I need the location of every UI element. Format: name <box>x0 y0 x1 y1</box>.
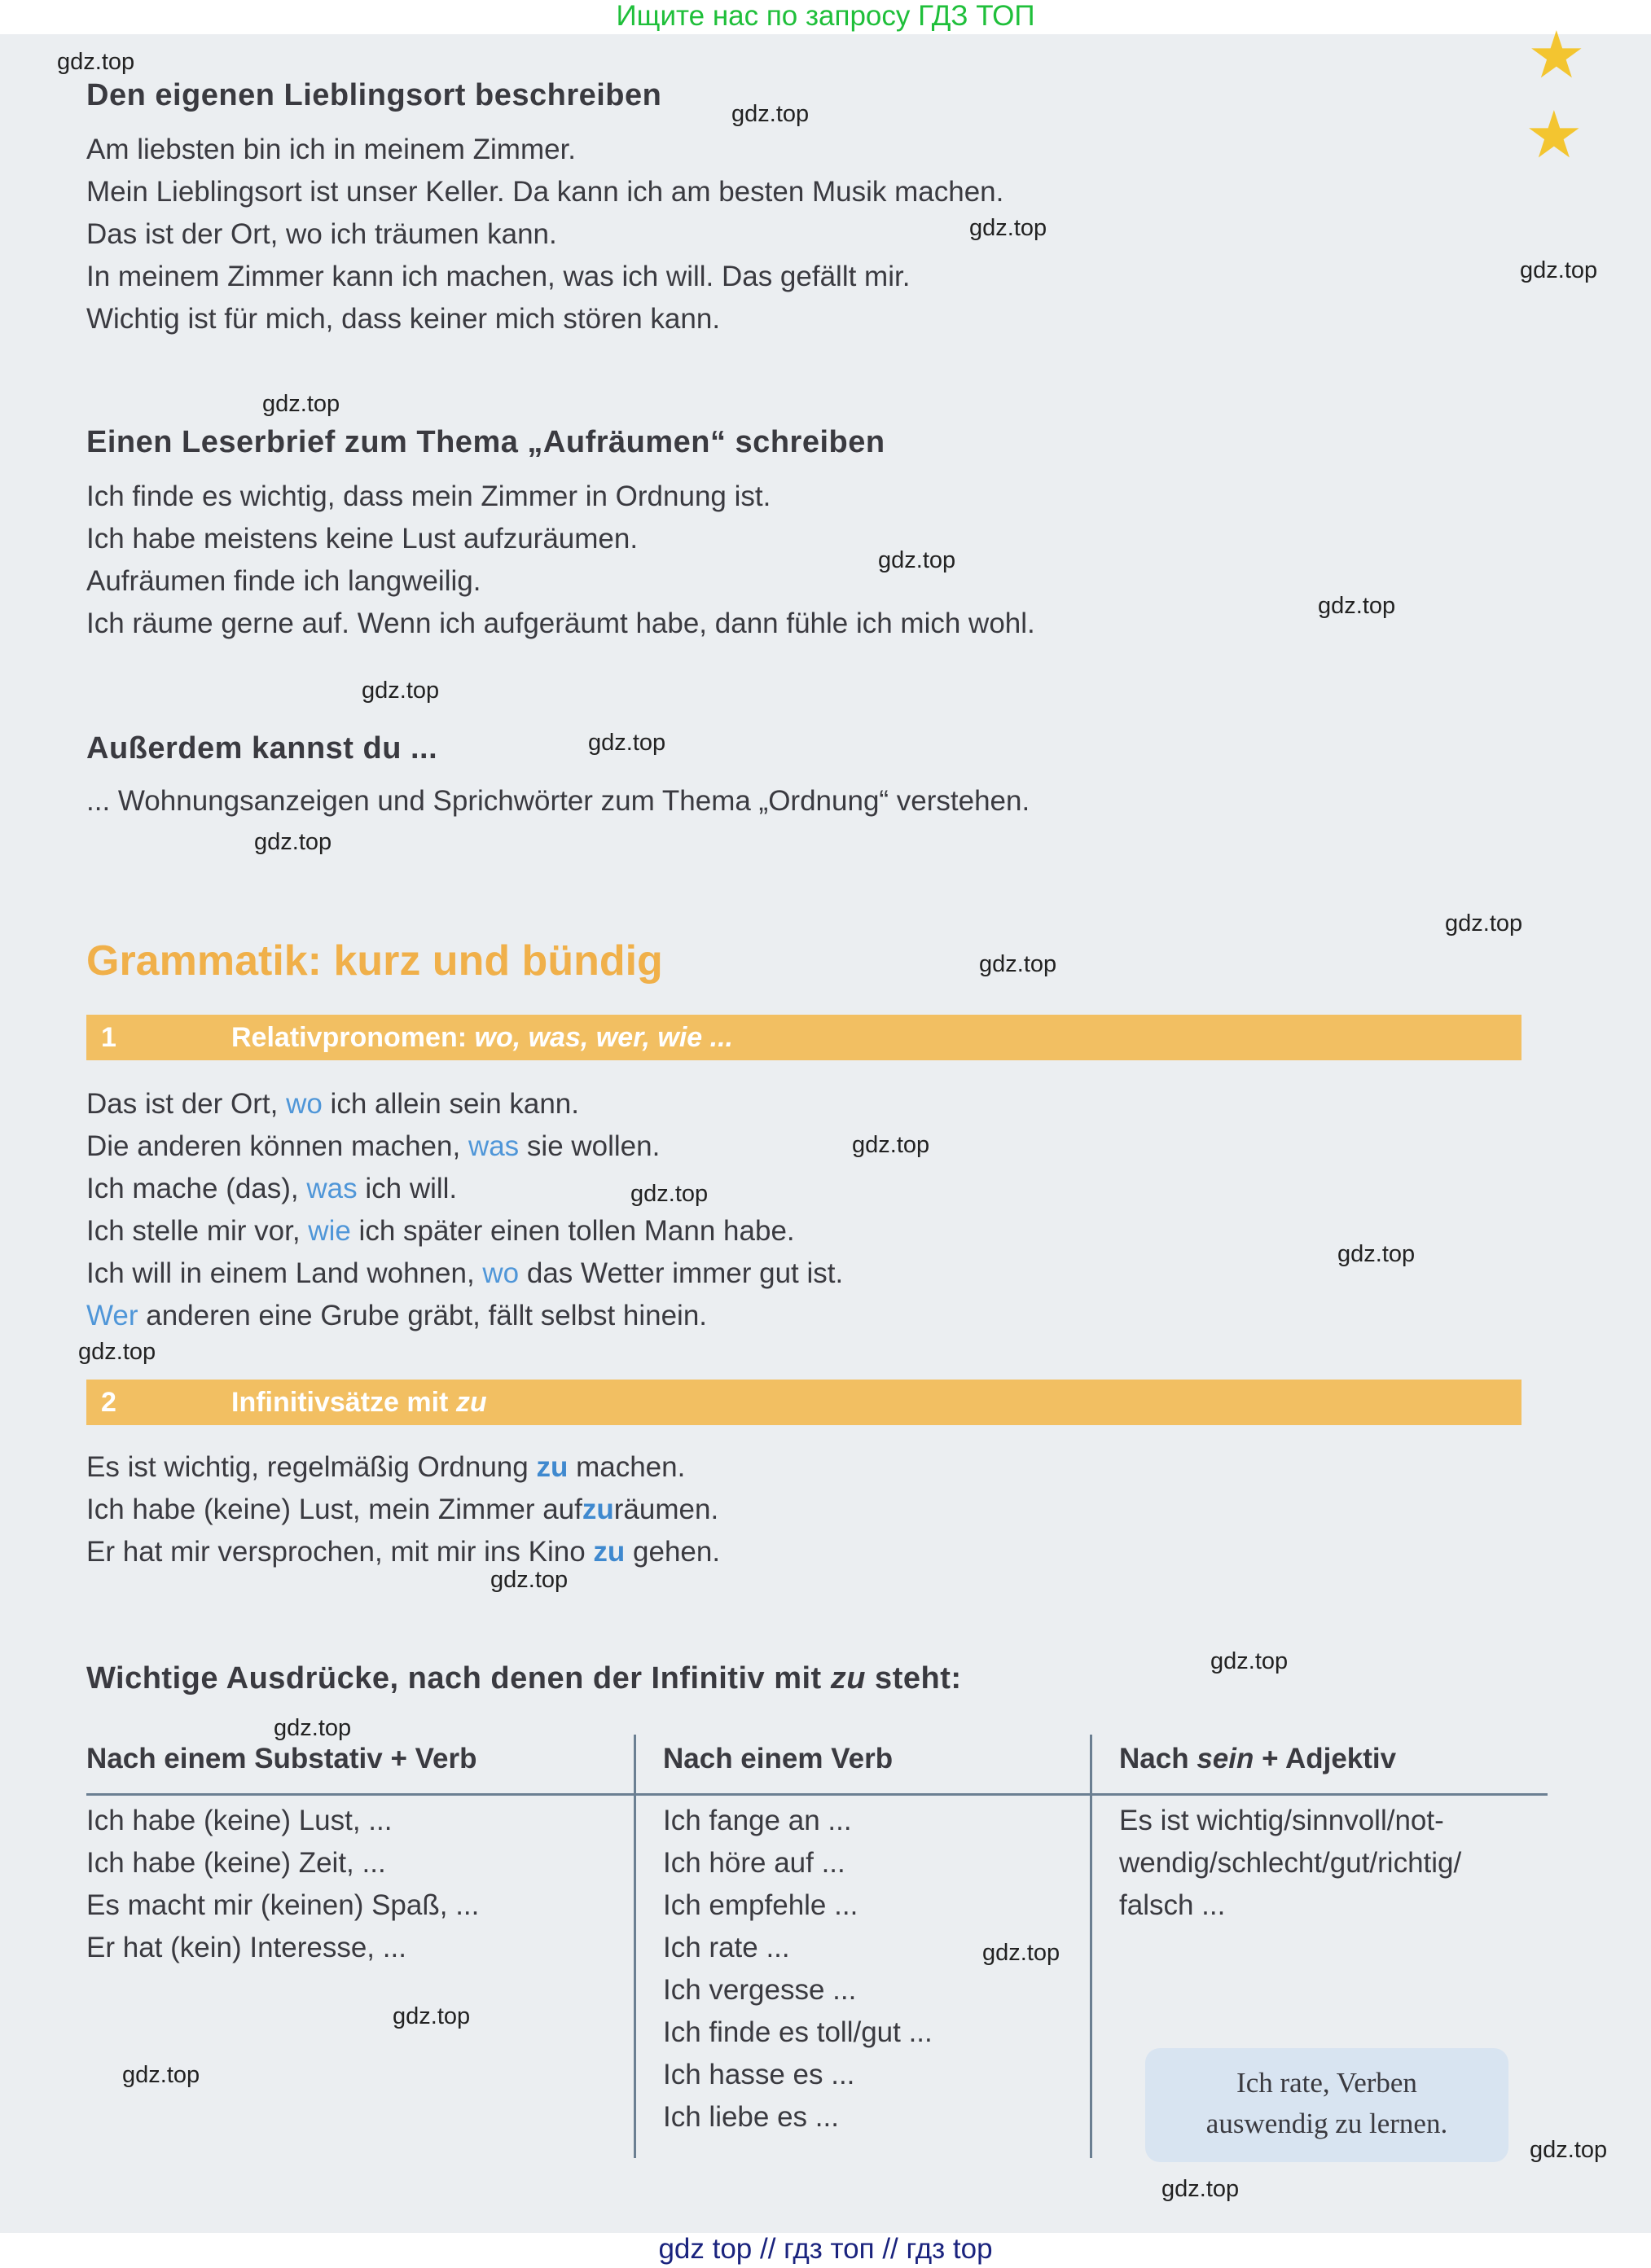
text-line: Ich finde es wichtig, dass mein Zimmer in Ordnung ist. <box>86 480 771 512</box>
watermark: gdz.top <box>1210 1648 1289 1674</box>
bubble-line: Ich rate, Verben <box>1236 2067 1417 2099</box>
grammar-title: Grammatik: kurz und bündig <box>86 937 663 985</box>
watermark: gdz.top <box>393 2003 471 2029</box>
table-cell: Ich habe (keine) Lust, ... <box>86 1805 393 1836</box>
watermark: gdz.top <box>1318 593 1396 619</box>
table-cell: wendig/schlecht/gut/richtig/ <box>1119 1847 1462 1879</box>
bar-title-prefix: Infinitivsätze mit <box>231 1387 449 1418</box>
bubble-line: auswendig zu lernen. <box>1205 2108 1448 2139</box>
section-lines-lieblingsort <box>86 129 1003 340</box>
table-cell: Ich rate ... <box>663 1932 790 1963</box>
table-cell: Ich empfehle ... <box>663 1889 858 1921</box>
watermark: gdz.top <box>731 101 810 127</box>
text-line: In meinem Zimmer kann ich machen, was ich will. Das gefällt mir. <box>86 261 911 292</box>
watermark: gdz.top <box>979 951 1057 977</box>
table-cell: Ich höre auf ... <box>663 1847 845 1879</box>
bar-number: 2 <box>101 1387 116 1418</box>
section-lines-ausserdem <box>86 780 1030 823</box>
table-cell: Ich habe (keine) Zeit, ... <box>86 1847 386 1879</box>
section-title-lieblingsort: Den eigenen Lieblingsort beschreiben <box>86 78 662 112</box>
infinitiv-examples <box>86 1446 720 1573</box>
star-icon: ★ <box>1525 99 1583 171</box>
text-line: Aufräumen finde ich langweilig. <box>86 565 481 597</box>
table-column-substantiv <box>86 1735 640 1969</box>
tip-bubble <box>1145 2048 1508 2162</box>
column-divider <box>634 1735 636 2158</box>
text-line: Am liebsten bin ich in meinem Zimmer. <box>86 134 577 165</box>
table-cell: falsch ... <box>1119 1889 1226 1921</box>
watermark: gdz.top <box>982 1940 1060 1966</box>
column-divider <box>1090 1735 1092 2158</box>
example-line: Ich habe (keine) Lust, mein Zimmer aufzuräumen. <box>86 1494 719 1525</box>
example-line: Er hat mir versprochen, mit mir ins Kino zu gehen. <box>86 1536 721 1568</box>
watermark: gdz.top <box>274 1715 352 1741</box>
table-cell: Es macht mir (keinen) Spaß, ... <box>86 1889 480 1921</box>
watermark: gdz.top <box>1161 2176 1240 2202</box>
example-line: Ich mache (das), was ich will. <box>86 1173 458 1204</box>
top-banner: Ищите нас по запросу ГДЗ ТОП <box>0 0 1651 34</box>
text-line: Ich habe meistens keine Lust aufzuräumen. <box>86 523 639 555</box>
section-title-leserbrief: Einen Leserbrief zum Thema „Aufräumen“ schreiben <box>86 425 885 459</box>
bar-number: 1 <box>101 1022 116 1053</box>
example-line: Die anderen können machen, was sie wollen. <box>86 1130 661 1162</box>
example-line: Das ist der Ort, wo ich allein sein kann. <box>86 1088 580 1120</box>
column-header: Nach einem Verb <box>663 1743 894 1774</box>
column-header: Nach einem Substativ + Verb <box>86 1743 477 1774</box>
table-cell: Ich finde es toll/gut ... <box>663 2016 933 2048</box>
text-line: Ich räume gerne auf. Wenn ich aufgeräumt habe, dann fühle ich mich wohl. <box>86 608 1035 639</box>
section-title-ausserdem: Außerdem kannst du ... <box>86 731 438 766</box>
watermark: gdz.top <box>490 1567 569 1593</box>
table-cell: Ich liebe es ... <box>663 2101 839 2133</box>
watermark: gdz.top <box>1337 1241 1416 1267</box>
text-line: Mein Lieblingsort ist unser Keller. Da kann ich am besten Musik machen. <box>86 176 1004 208</box>
example-line: Wer anderen eine Grube gräbt, fällt selbst hinein. <box>86 1300 708 1331</box>
text-line: Das ist der Ort, wo ich träumen kann. <box>86 218 557 250</box>
table-column-adjektiv <box>1119 1735 1543 1927</box>
relativpronomen-examples <box>86 1083 843 1337</box>
star-icon: ★ <box>1527 19 1586 91</box>
bar-title-prefix: Relativpronomen: <box>231 1022 468 1053</box>
watermark: gdz.top <box>122 2062 200 2088</box>
grammar-bar-1 <box>86 1015 1521 1060</box>
watermark: gdz.top <box>852 1132 930 1158</box>
watermark: gdz.top <box>969 215 1047 241</box>
grammar-bar-2 <box>86 1380 1521 1425</box>
watermark: gdz.top <box>1445 910 1523 937</box>
text-line: Wichtig ist für mich, dass keiner mich stören kann. <box>86 303 721 335</box>
watermark: gdz.top <box>1520 257 1598 283</box>
watermark: gdz.top <box>630 1181 709 1207</box>
watermark: gdz.top <box>254 829 332 855</box>
bottom-banner: gdz top // гдз топ // гдз top <box>0 2233 1651 2268</box>
table-cell: Er hat (kein) Interesse, ... <box>86 1932 406 1963</box>
expressions-title: Wichtige Ausdrücke, nach denen der Infinitiv mit zu steht: <box>86 1661 962 1696</box>
watermark: gdz.top <box>878 547 956 573</box>
bar-title-italic: wo, was, wer, wie ... <box>474 1022 733 1053</box>
table-cell: Es ist wichtig/sinnvoll/not- <box>1119 1805 1444 1836</box>
bar-title <box>231 1380 487 1425</box>
example-line: Es ist wichtig, regelmäßig Ordnung zu machen. <box>86 1451 686 1483</box>
bar-title-italic: zu <box>455 1387 487 1418</box>
watermark: gdz.top <box>588 730 666 756</box>
watermark: gdz.top <box>362 678 440 704</box>
table-header-rule <box>86 1793 1548 1796</box>
example-line: Ich will in einem Land wohnen, wo das Wetter immer gut ist. <box>86 1257 844 1289</box>
watermark: gdz.top <box>1530 2137 1608 2163</box>
example-line: Ich stelle mir vor, wie ich später einen tollen Mann habe. <box>86 1215 795 1247</box>
table-cell: Ich hasse es ... <box>663 2059 855 2090</box>
table-cell: Ich fange an ... <box>663 1805 852 1836</box>
column-header: Nach sein + Adjektiv <box>1119 1743 1397 1774</box>
watermark: gdz.top <box>262 391 340 417</box>
table-cell: Ich vergesse ... <box>663 1974 857 2006</box>
text-line: ... Wohnungsanzeigen und Sprichwörter zum Thema „Ordnung“ verstehen. <box>86 785 1030 817</box>
watermark: gdz.top <box>57 49 135 75</box>
watermark: gdz.top <box>78 1339 156 1365</box>
bar-title <box>231 1015 733 1060</box>
